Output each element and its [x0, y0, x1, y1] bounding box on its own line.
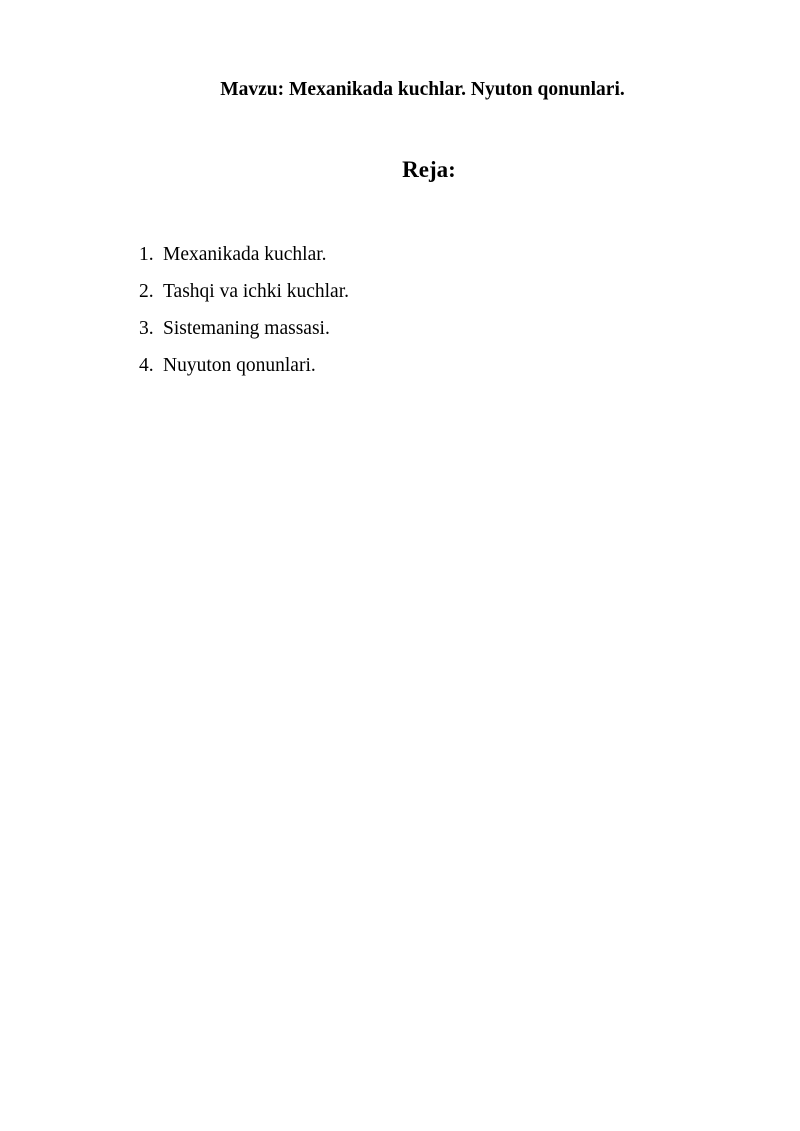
plan-item-number: 1. [139, 244, 154, 265]
plan-item [139, 243, 349, 280]
plan-item-number: 4. [139, 355, 154, 376]
plan-item-number: 2. [139, 281, 154, 302]
plan-heading: Reja: [402, 157, 456, 182]
plan-item-text: Mexanikada kuchlar. [163, 244, 327, 265]
plan-item-text: Tashqi va ichki kuchlar. [163, 281, 350, 302]
plan-item-text: Nuyuton qonunlari. [163, 355, 316, 376]
plan-item [139, 280, 349, 317]
plan-item [139, 354, 349, 391]
plan-item-number: 3. [139, 318, 154, 339]
plan-list [139, 243, 349, 391]
document-title: Mavzu: Mexanikada kuchlar. Nyuton qonunlari. [220, 79, 625, 100]
plan-item [139, 317, 349, 354]
plan-item-text: Sistemaning massasi. [163, 318, 330, 339]
